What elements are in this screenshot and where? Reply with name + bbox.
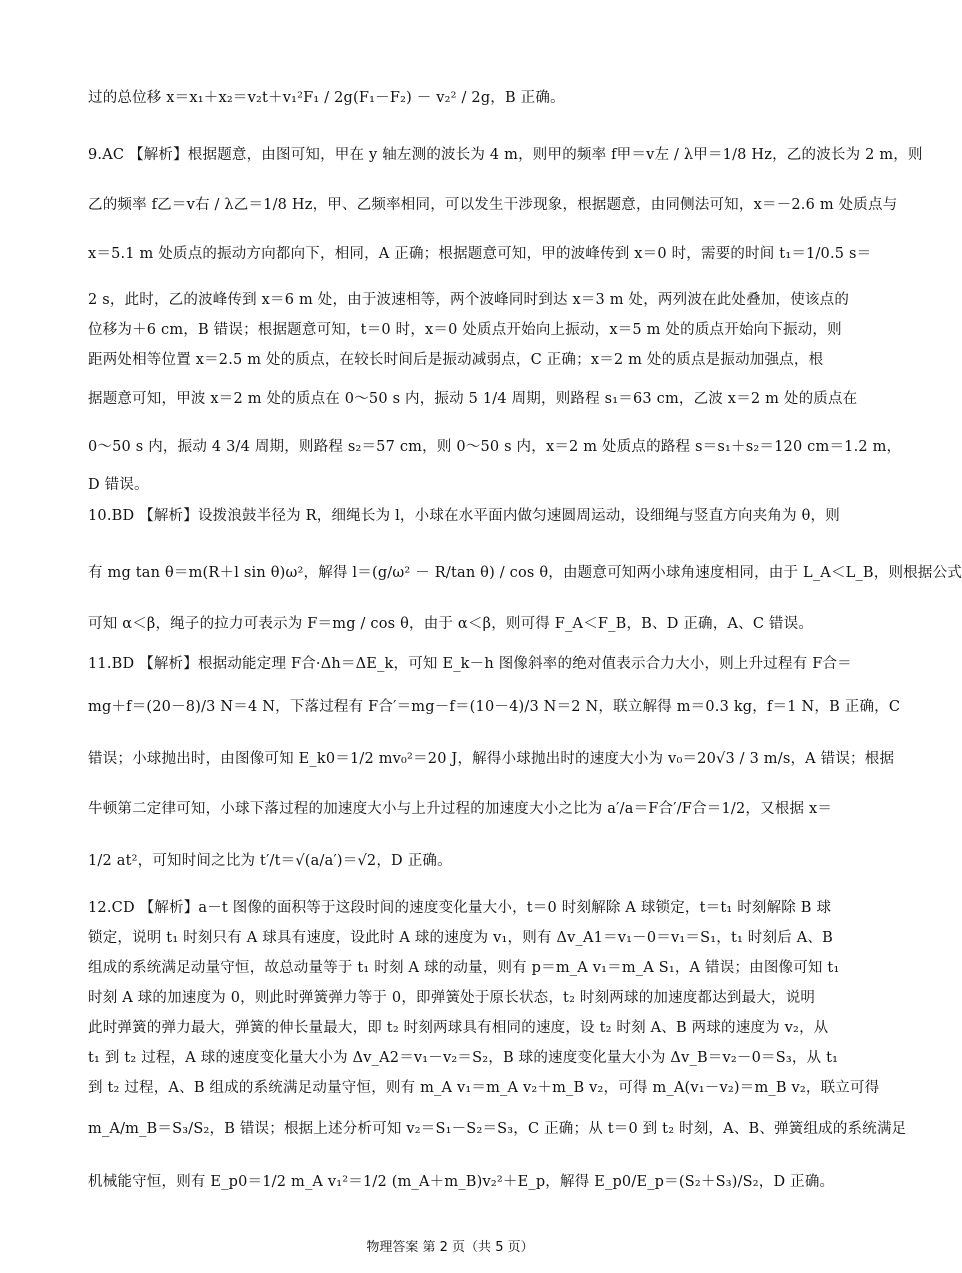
text-line: 12.CD 【解析】a－t 图像的面积等于这段时间的速度变化量大小，t＝0 时刻解除 A 球锁定，t＝t₁ 时刻解除 B 球 (88, 900, 832, 916)
text-line: x＝5.1 m 处质点的振动方向都向下，相同，A 正确；根据题意可知，甲的波峰传到 x＝0 时，需要的时间 t₁＝1/0.5 s＝ (88, 246, 872, 262)
text-line: 有 mg tan θ＝m(R＋l sin θ)ω²，解得 l＝(g/ω² － R/tan θ) / cos θ，由题意可知两小球角速度相同，由于 L_A＜L_B，则根据公式 (88, 565, 962, 581)
text-line: 据题意可知，甲波 x＝2 m 处的质点在 0～50 s 内，振动 5 1/4 周期，则路程 s₁＝63 cm，乙波 x＝2 m 处的质点在 (88, 391, 858, 407)
text-line: 0～50 s 内，振动 4 3/4 周期，则路程 s₂＝57 cm，则 0～50 s 内，x＝2 m 处质点的路程 s＝s₁＋s₂＝120 cm＝1.2 m， (88, 439, 902, 455)
text-line: 牛顿第二定律可知，小球下落过程的加速度大小与上升过程的加速度大小之比为 a′/a＝F合′/F合＝1/2，又根据 x＝ (88, 801, 833, 817)
text-line: 组成的系统满足动量守恒，故总动量等于 t₁ 时刻 A 球的动量，则有 p＝m_A v₁＝m_A S₁，A 错误；由图像可知 t₁ (88, 960, 840, 976)
text-line: 此时弹簧的弹力最大，弹簧的伸长量最大，即 t₂ 时刻两球具有相同的速度，设 t₂ 时刻 A、B 两球的速度为 v₂，从 (88, 1020, 829, 1036)
text-line: 9.AC 【解析】根据题意，由图可知，甲在 y 轴左测的波长为 4 m，则甲的频率 f甲＝v左 / λ甲＝1/8 Hz，乙的波长为 2 m，则 (88, 147, 923, 163)
text-line: 到 t₂ 过程，A、B 组成的系统满足动量守恒，则有 m_A v₁＝m_A v₂＋m_B v₂，可得 m_A(v₁－v₂)＝m_B v₂，联立可得 (88, 1080, 880, 1096)
text-line: 10.BD 【解析】设拨浪鼓半径为 R，细绳长为 l，小球在水平面内做匀速圆周运动，设细绳与竖直方向夹角为 θ，则 (88, 508, 840, 524)
text-line: 距两处相等位置 x＝2.5 m 处的质点，在较长时间后是振动减弱点，C 正确；x＝2 m 处的质点是振动加强点，根 (88, 352, 824, 368)
text-line: 乙的频率 f乙＝v右 / λ乙＝1/8 Hz，甲、乙频率相同，可以发生干涉现象，根据题意，由同侧法可知，x＝－2.6 m 处质点与 (88, 197, 898, 213)
text-line: 11.BD 【解析】根据动能定理 F合·Δh＝ΔE_k，可知 E_k－h 图像斜率的绝对值表示合力大小，则上升过程有 F合＝ (88, 656, 852, 672)
page-footer: 物理答案 第 2 页（共 5 页） (366, 1240, 534, 1255)
text-line: D 错误。 (88, 477, 149, 493)
text-line: 机械能守恒，则有 E_p0＝1/2 m_A v₁²＝1/2 (m_A＋m_B)v₂²＋E_p，解得 E_p0/E_p＝(S₂＋S₃)/S₂，D 正确。 (88, 1174, 835, 1190)
text-line: 错误；小球抛出时，由图像可知 E_k0＝1/2 mv₀²＝20 J，解得小球抛出时的速度大小为 v₀＝20√3 / 3 m/s，A 错误；根据 (88, 751, 895, 767)
text-line: 1/2 at²，可知时间之比为 t′/t＝√(a/a′)＝√2，D 正确。 (88, 853, 452, 869)
text-line: m_A/m_B＝S₃/S₂，B 错误；根据上述分析可知 v₂＝S₁－S₂＝S₃，C 正确；从 t＝0 到 t₂ 时刻，A、B、弹簧组成的系统满足 (88, 1121, 907, 1137)
text-line: t₁ 到 t₂ 过程，A 球的速度变化量大小为 Δv_A2＝v₁－v₂＝S₂，B 球的速度变化量大小为 Δv_B＝v₂－0＝S₃，从 t₁ (88, 1050, 839, 1066)
text-line: 可知 α＜β，绳子的拉力可表示为 F＝mg / cos θ，由于 α＜β，则可得 F_A＜F_B，B、D 正确，A、C 错误。 (88, 616, 814, 632)
text-line: mg＋f＝(20－8)/3 N＝4 N，下落过程有 F合′＝mg－f＝(10－4)/3 N＝2 N，联立解得 m＝0.3 kg，f＝1 N，B 正确，C (88, 699, 901, 715)
text-line: 时刻 A 球的加速度为 0，则此时弹簧弹力等于 0，即弹簧处于原长状态，t₂ 时刻两球的加速度都达到最大，说明 (88, 990, 816, 1006)
text-line: 过的总位移 x＝x₁＋x₂＝v₂t＋v₁²F₁ / 2g(F₁－F₂) － v₂² / 2g，B 正确。 (88, 90, 565, 106)
text-line: 位移为＋6 cm，B 错误；根据题意可知，t＝0 时，x＝0 处质点开始向上振动，x＝5 m 处的质点开始向下振动，则 (88, 322, 842, 338)
text-line: 2 s，此时，乙的波峰传到 x＝6 m 处，由于波速相等，两个波峰同时到达 x＝3 m 处，两列波在此处叠加，使该点的 (88, 292, 850, 308)
text-line: 锁定，说明 t₁ 时刻只有 A 球具有速度，设此时 A 球的速度为 v₁，则有 Δv_A1＝v₁－0＝v₁＝S₁，t₁ 时刻后 A、B (88, 930, 833, 946)
